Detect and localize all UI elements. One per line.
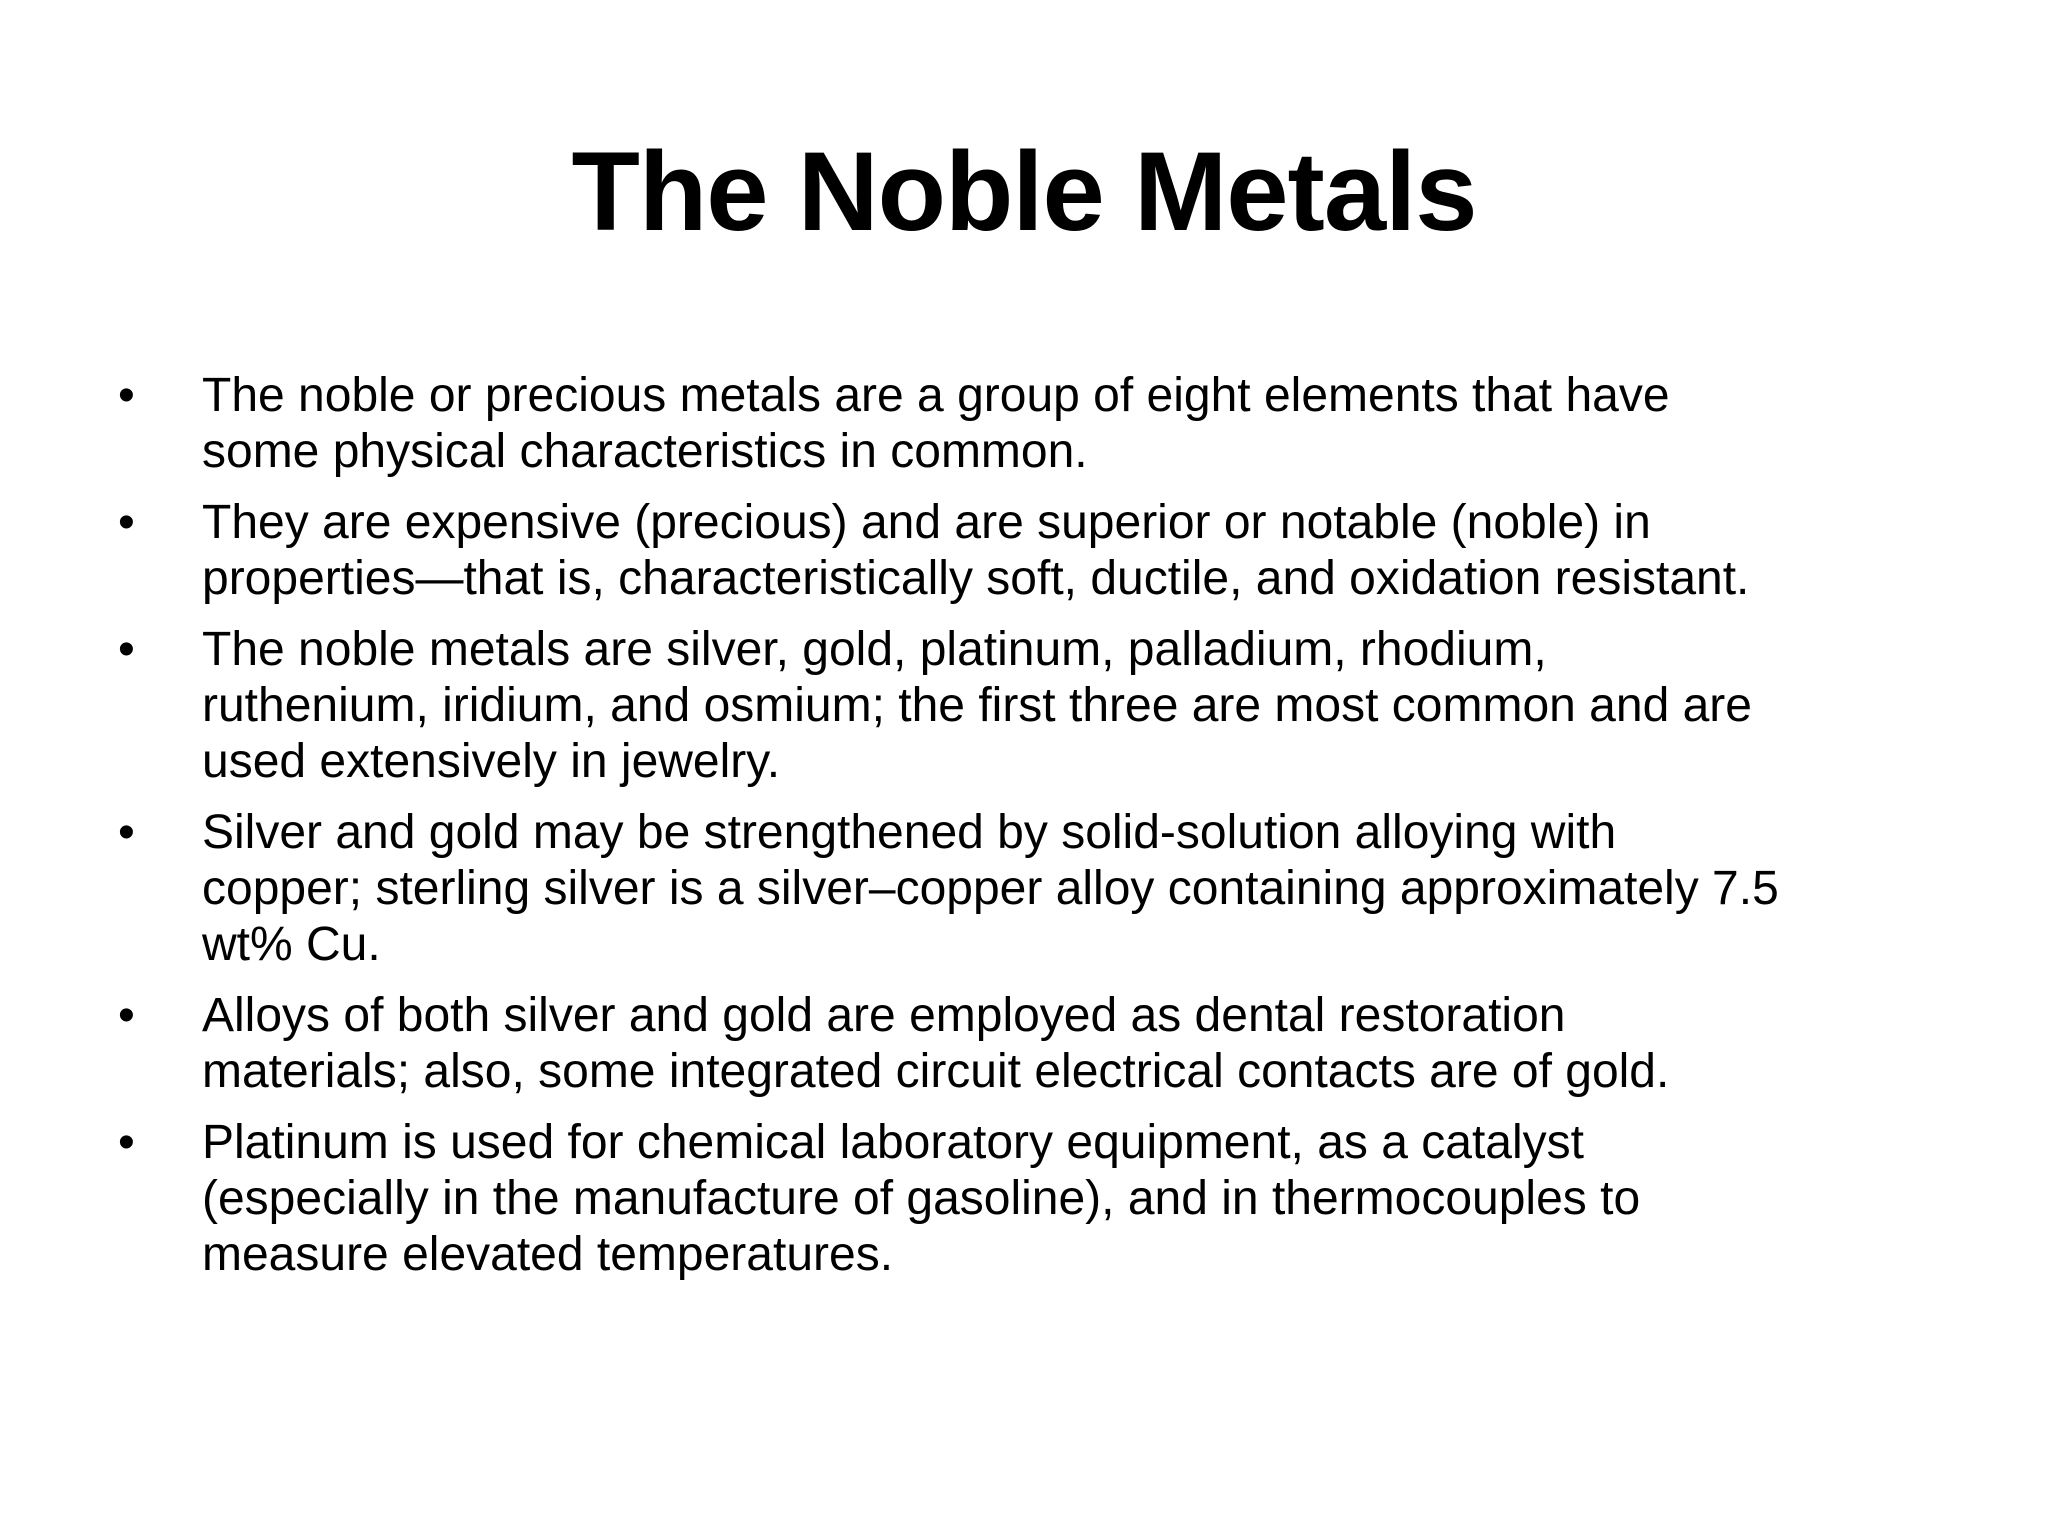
bullet-text-line: ruthenium, iridium, and osmium; the first three are most common and are	[202, 679, 1752, 732]
bullet-text-line: Alloys of both silver and gold are employed as dental restoration	[202, 989, 1566, 1042]
slide-title: The Noble Metals	[571, 129, 1477, 254]
bullet-marker: •	[118, 806, 135, 859]
bullet-text-line: Platinum is used for chemical laboratory equipment, as a catalyst	[202, 1116, 1584, 1169]
bullet-marker: •	[118, 1116, 135, 1169]
bullet-item-6	[118, 1115, 1948, 1283]
bullet-item-5	[118, 988, 1948, 1100]
bullet-item-4	[118, 805, 1948, 973]
bullet-marker: •	[118, 623, 135, 676]
bullet-text-line: measure elevated temperatures.	[202, 1228, 894, 1281]
bullet-text-line: wt% Cu.	[202, 918, 381, 971]
bullet-text-line: materials; also, some integrated circuit electrical contacts are of gold.	[202, 1045, 1670, 1098]
bullet-item-3	[118, 622, 1948, 790]
bullet-text-line: used extensively in jewelry.	[202, 735, 781, 788]
bullet-text-line: The noble metals are silver, gold, platinum, palladium, rhodium,	[202, 623, 1547, 676]
bullet-text-line: properties—that is, characteristically soft, ductile, and oxidation resistant.	[202, 552, 1750, 605]
bullet-marker: •	[118, 496, 135, 549]
bullet-item-1	[118, 368, 1948, 480]
bullet-list	[118, 368, 1948, 1298]
bullet-item-2	[118, 495, 1948, 607]
bullet-text-line: Silver and gold may be strengthened by solid-solution alloying with	[202, 806, 1617, 859]
bullet-marker: •	[118, 369, 135, 422]
bullet-text-line: some physical characteristics in common.	[202, 425, 1088, 478]
bullet-text-line: (especially in the manufacture of gasoline), and in thermocouples to	[202, 1172, 1641, 1225]
bullet-text-line: copper; sterling silver is a silver–copper alloy containing approximately 7.5	[202, 862, 1779, 915]
bullet-marker: •	[118, 989, 135, 1042]
bullet-text-line: They are expensive (precious) and are superior or notable (noble) in	[202, 496, 1651, 549]
bullet-text-line: The noble or precious metals are a group of eight elements that have	[202, 369, 1670, 422]
